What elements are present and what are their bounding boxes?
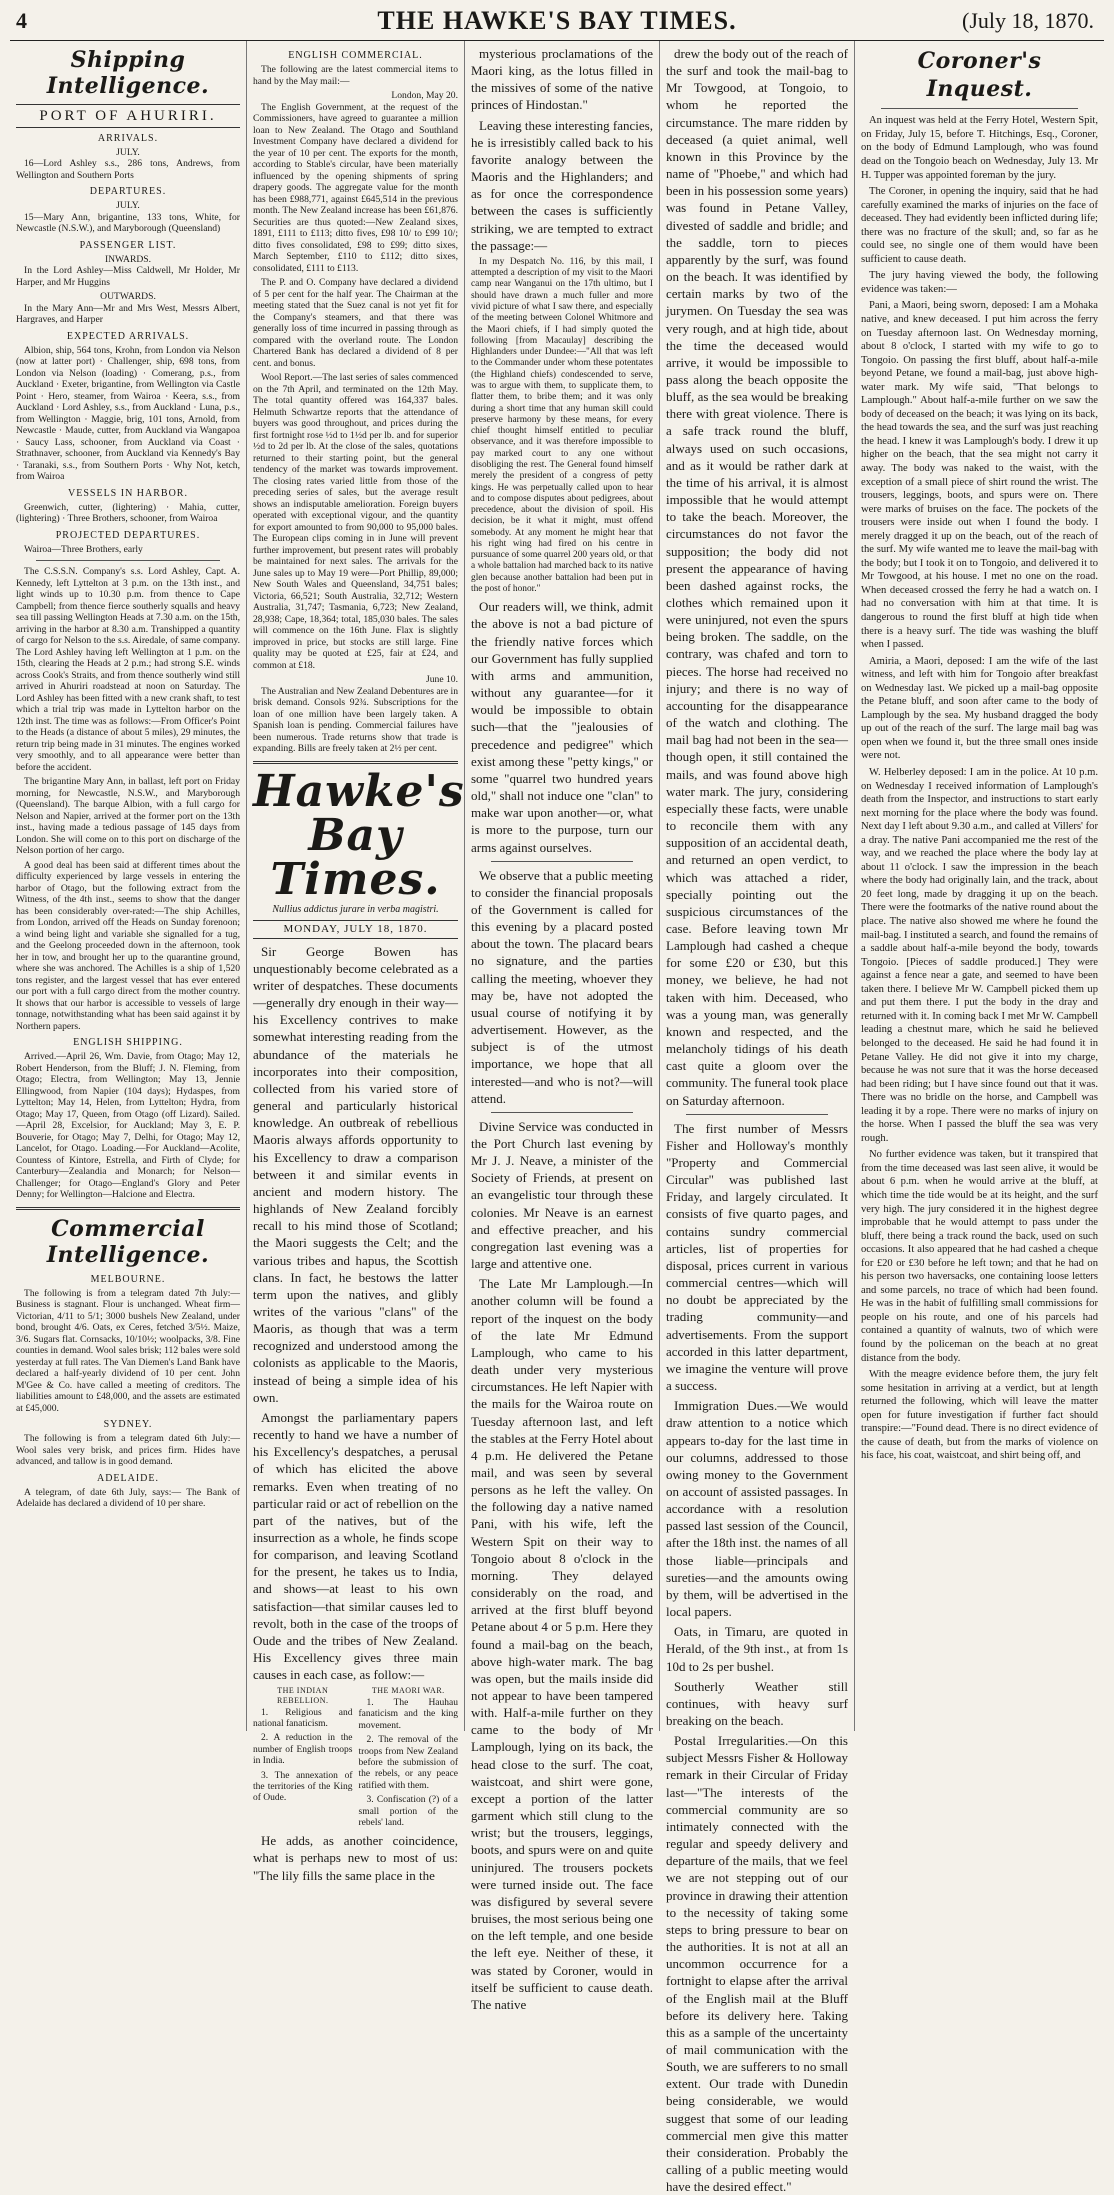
english-shipping-title: ENGLISH SHIPPING. [73,1037,183,1049]
causes-table [253,1686,458,1832]
causes-right-head: THE MAORI WAR. [371,1686,445,1696]
paper-date: MONDAY, JULY 18, 1870. [253,920,458,939]
sydney-title: SYDNEY. [103,1419,153,1431]
inquest-heading: Coroner's Inquest. [917,48,1042,103]
commercial-text-3: Wool Report.—The last series of sales commenced on the 7th April, and terminated on the 12th May. The total quantity offered was 164,337 bales. Helmuth Schwartze reports that the attendance of buyers was good throughout, and prices during the first fortnight rose ½d to 1½d per lb. and for superior ½d to 2d per lb. At the close of the sales, quotations returned to their starting point, but the general tendency of the market was towards improvement. The closing rates varied little from those of the preceding series of sales, but the average result shows an indisputable amelioration. Foreign buyers operated with exceptional vigour, and the quantity for export amounted to from 90,000 to 95,000 bales. The European clips coming in in June will prevent further improvement, but present rates will probably be maintained for next sales. The arrivals for the June sales up to May 19 were—Port Phillip, 89,000; New South Wales and Queensland, 34,751 bales; Victoria, 66,521; South Australia, 32,712; Western Australia, 31,747; Tasmania, 6,723; New Zealand, 28,938; Cape, 18,364; total, 185,030 bales. The sales will commence on the 16th June. Flax is slightly improved in price, but stocks are still large. Fine quality may be quoted at £25, fair at £24, and common at £18. [253,372,458,671]
english-shipping-text: Arrived.—April 26, Wm. Davie, from Otago; May 12, Robert Henderson, from the Bluff; J. N. Fleming, from Otago; Electra, from Wellington; May 13, Jennie Ellingwood, from Napier (104 days); Hydaspes, from Lyttelton; May 14, Helen, from Lyttelton; Hydra, from Otago; May 17, Queen, from Otago (off Lizard). Sailed.—April 28, Excelsior, for Auckland; May 3, E. P. Bouverie, for Otago; May 7, Delhi, for Otago; May 12, Lancelot, for Otago. Loading.—For Auckland—Acolite, Countess of Kintore, Estrella, and Firth of Clyde; for Canterbury—Zealandia and Monarch; for Nelson—Challenger; for Otago—England's Glory and Peter Denny; for Wellington—Halcione and Electra. [16,1051,240,1201]
shipping-report-3: A good deal has been said at different times about the difficulty experienced by large vessels in entering the harbor of Otago, but the following extract from the Witness, of the 4th inst., seems to show that the danger has been considerably over-rated:—The ship Achilles, from London, arrived off the Heads on Sunday forenoon; a wind being light and variable she signalled for a tug, and the Geelong proceeded down in the afternoon, took her in tow, and brought her up to the quarantine ground, where she was anchored. The Achilles is a ship of 1,520 tons register, and the largest vessel that has ever entered our port with a full cargo direct from the mother country. It shows that our harbor is accessible to vessels of large tonnage, notwithstanding what has been said against it by Northern papers. [16,859,240,1032]
causes-right-2: 2. The removal of the troops from New Zealand before the submission of the rebels, or any peace ratified with them. [358,1735,458,1791]
causes-left-2: 2. A reduction in the number of English troops in India. [253,1733,353,1767]
editorial-text-3: Our readers will, we think, admit the above is not a bad picture of the friendly native forces which our Government has fully supplied with arms and ammunition, without any guarantee—for it would be impossible to obtain such—that the "jealousies of precedence and pedigree" which exist among these "petty kings," or some "quarrel two hundred years old," shall not induce one "clan" to make war upon another—or, what is more to the purpose, turn our arms against ourselves. [471,599,653,855]
divider [491,1112,633,1113]
causes-left-1: 1. Religious and national fanaticism. [253,1707,353,1729]
english-commercial-title: ENGLISH COMMERCIAL. [288,50,423,61]
issue-date: (July 18, 1870. [962,8,1094,33]
column-commercial [247,41,465,1883]
expected-text: Albion, ship, 564 tons, Krohn, from London via Nelson (now at latter port) · Challenger, ship, 698 tons, from London via Nelson (loading) · Comerang, p.s., from Auckland · Exeter, brigantine, from Wellington via Castle Point · Hero, steamer, from Wairoa · Keera, s.s., from Auckland · Lord Ashley, s.s., from Auckland · Luna, p.s., from Wellington · Maggie, brig, 101 tons, Arnold, from Newcastle · Maude, cutter, from Auckland via Wangapoa · Saucy Lass, schooner, from Auckland via Coast · Strathnaver, schooner, from Auckland via Kennedy's Bay · Taranaki, s.s., from Southern Ports · Why Not, ketch, from Wairoa [16,344,240,483]
newspaper-title: THE HAWKE'S BAY TIMES. [377,6,737,35]
causes-left-3: 3. The annexation of the territories of the King of Oude. [253,1770,353,1804]
port-title: PORT OF AHURIRI. [16,104,240,128]
column-shipping [10,41,247,1731]
leader-paragraph-2: Amongst the parliamentary papers recently to hand we have a number of his Excellency's despatches, a perusal of which has elicited the above remarks. Even when treating of no particular raid or act of rebellion on the part of the natives, but of the insurrection as a whole, he finds scope for comparison, and leaving Scotland for the present, he takes us to India, and shows—at least to his own satisfaction—that similar causes led to revolt, both in the case of the troops of Oude and the tribes of New Zealand. His Excellency gives three main causes in each case, as follow:— [253,1409,458,1683]
circular-note: The first number of Messrs Fisher and Holloway's monthly "Property and Commercial Circular" was published last Friday, and largely circulated. It consists of five quarto pages, and contains sundry commercial articles, list of properties for disposal, prices current in various commercial centres—which will no doubt be appreciated by the trading community—and advertisements. From the support accorded in this latter department, we imagine the venture will prove a success. [666,1120,848,1394]
shipping-heading: Shipping Intelligence. [46,47,210,100]
masthead [10,6,1104,41]
inquest-text-7: No further evidence was taken, but it transpired that from the time deceased was last seen alive, it would be about 6 p.m. when he would arrive at the bluff, at which time the tide would be at its height, and the surf very high. The jury considered it in the highest degree improbable that he would attempt to pass under the bluff, there being a track round the back, used on such occasions. It also appeared that he had cashed a cheque for £20 or £30 before he left town; and that he had on his person two haversacks, one containing loose letters and some parcels, no trace of which had been found. He was in the habit of fulfilling small commissions for people on his route, and one of his parcels had contained a quantity of walnuts, two of which were found by the policeman on the beach at no great distance from the body. [861,1149,1098,1364]
harbor-title: VESSELS IN HARBOR. [68,487,188,499]
english-commercial-intro: The following are the latest commercial items to hand by the May mail:— [253,64,458,87]
editorial-text-2: Leaving these interesting fancies, he is irresistibly called back to his favorite analogy between the Maoris and the Highlanders; and as for once the correspondence between the cases is sufficiently striking, we are tempted to extract the passage:— [471,117,653,253]
inwards-title: INWARDS. [104,253,152,265]
expected-title: EXPECTED ARRIVALS. [66,330,190,342]
divine-service-note: Divine Service was conducted in the Port Church last evening by Mr J. J. Neave, a minister of the Society of Friends, at present on an evangelistic tour through these colonies. Mr Neave is an earnest and effective preacher, and his congregation last evening was a large and attentive one. [471,1118,653,1272]
projected-text: Wairoa—Three Brothers, early [24,543,143,555]
shipping-report-2: The brigantine Mary Ann, in ballast, left port on Friday morning, for Newcastle, N.S.W., and Maryborough (Queensland). The barque Albion, with a full cargo for Nelson and Napier, arrived at the former port on the 13th inst., having made a tedious passage of 145 days from London. She will come on to this port on discharge of the Nelson portion of her cargo. [16,776,240,857]
inquest-text-1: An inquest was held at the Ferry Hotel, Western Spit, on Friday, July 15, before T. Hitchings, Esq., Coroner, on the body of Edmund Lamplough, who was found dead on the Tongoio beach on Wednesday, July 13. Mr H. Tupper was appointed foreman by the jury. [861,115,1098,181]
outwards-title: OUTWARDS. [100,291,156,303]
shipping-report: The C.S.S.N. Company's s.s. Lord Ashley, Capt. A. Kennedy, left Lyttelton at 3 p.m. on the 13th inst., and light winds up to 10.30 p.m. from thence to Cape Campbell; from thence fierce southerly squalls and heavy sea till passing Wellington Heads at 7.30 a.m. on the 15th, arriving in the harbor at 8.30 a.m. Transhipped a quantity of cargo for Nelson to the s.s. Airedale, of same company. The Lord Ashley having left Wellington at 1 p.m. on the 15th, clearing the Heads at 2 p.m.; had strong S.E. winds across Cook's Straits, and from thence southerly wind still arrived in Ahuriri roadstead at noon on Saturday. The Lord Ashley has been fitted with a new crank shaft, to test which a trial trip was made in Lyttelton harbor on the 12th inst. The time was as follows:—From Officer's Point to the Heads (a distance of about 5 miles), 29 minutes, the return trip being made in 31 minutes. The engines worked very smoothly, and to all appearance were better than before the accident. [16,566,240,773]
public-meeting-note: We observe that a public meeting to consider the financial proposals of the Government is called for this evening by a placard posted about the town. The placard bears no signature, and the parties calling the meeting, whoever they may be, have not adopted the usual course of notifying it by advertisement. However, as the subject is of the utmost importance, we hope that all interested—and who is not?—will attend. [471,867,653,1106]
divider [491,861,633,862]
commercial-heading: Commercial Intelligence. [46,1215,210,1269]
divider [686,1114,828,1115]
arrivals-title: ARRIVALS. [97,132,159,144]
weather-note: Southerly Weather still continues, with heavy surf breaking on the beach. [666,1678,848,1728]
inquest-text-5: Amiria, a Maori, deposed: I am the wife of the last witness, and left with him for Tongoio after breakfast on Wednesday last. We picked up a mail-bag opposite the Petane bluff, and soon after came to the body of Lamplough by the sea. My husband dragged the body up out of the reach of the surf. The large mail bag was open when we found it, but the three small ones inside were not. [861,655,1098,762]
divider [253,761,458,764]
leader-continuation: He adds, as another coincidence, what is perhaps new to most of us: "The lily fills the same place in the [253,1833,458,1883]
column-editorial [465,41,660,2012]
paper-motto: Nullius addictus jurare in verba magistri. [272,903,439,915]
commercial-text-2: The P. and O. Company have declared a dividend of 5 per cent for the half year. The Chairman at the meeting stated that the Suez canal is not yet fit for the Company's steamers, and that there was generally loss of time incurred in passing through as compared with the overland route. The London Chartered Bank has declared a dividend of 8 per cent. and bonus. [253,277,458,369]
departures-month: JULY. [116,200,140,212]
melbourne-title: MELBOURNE. [90,1273,166,1285]
inwards-text: In the Lord Ashley—Miss Caldwell, Mr Holder, Mr Harper, and Mr Huggins [16,265,240,288]
divider [36,560,220,561]
outwards-text: In the Mary Ann—Mr and Mrs West, Messrs Albert, Hargraves, and Harper [16,302,240,326]
dateline: London, May 20. [391,90,458,101]
leader-paragraph-1: Sir George Bowen has unquestionably become celebrated as a writer of despatches. These documents—generally dry enough in their way—his Excellency contrives to make somewhat interesting reading from the abundance of the materials he incorporates into their composition, collected from his varied store of general and particularly historical knowledge. An outbreak of rebellious Maoris always affords opportunity to his Excellency to draw a comparison between it and similar events in ancient and modern history. The highlands of New Zealand forcibly recall to his mind those of Scotland; the Maori suggests the Celt; and the various tribes and hapus, the Scottish clans. In fact, he bestows the latter term upon the natives, and glibly writes of the various "clans" of the Maoris, as though that was a term recognized and understood among the colonists as applicable to the Maoris, instead of being a simple idea of his own. [253,943,458,1405]
local-text-1: drew the body out of the reach of the surf and took the mail-bag to Mr Towgood, at Tongoio, to whom he reported the circumstance. The mare ridden by deceased (a quiet animal, well known in this Province by the name of "Phoebe," and which had been in his possession some years) was found in Petane Valley, divested of saddle and bridle; and the saddle, torn to pieces apparently by the surf, was found on the beach. It was identified by certain marks by two of the jurymen. On Tuesday the sea was very rough, and at high tide, about the time the deceased would arrive, it would be impossible to pass along the beach opposite the bluff, as the sea would be breaking there with great violence. There is a safe track round the bluff, always used on such occasions, and as it would be rather dark at the time of his arrival, it is almost impossible that he would attempt to take the beach. Moreover, the circumstances do not favor the supposition; the body did not present the appearance of having been dashed against rocks, the clothes which remained upon it were uninjured, not even the spurs being broken. The saddle, on the contrary, was chafed and torn to pieces. The horse had received no injury; and there is no way of accounting for the disappearance of the watch and clothing. The mail bag had not been in the sea—though open, it still contained the mails, and was found above high water mark. The jury, considering especially these facts, were unable to reconcile them with any supposition of an accidental death, and returned an open verdict, to which was attached a rider, specially pointing out the suspicious circumstances of the case. Before leaving town Mr Lamplough had cashed a cheque for some £20 or £30, but this money, we believe, he had not taken with him. Deceased, who was a young man, was generally known and respected, and the melancholy tidings of his death cast quite a gloom over the community. The funeral took place on Saturday afternoon. [666,46,848,1108]
divider [881,108,1078,109]
harbor-text: Greenwich, cutter, (lightering) · Mahia, cutter, (lightering) · Three Brothers, schooner, from Wairoa [16,501,240,525]
melbourne-text: The following is from a telegram dated 7th July:— Business is stagnant. Flour is unchanged. Wheat firm—Victorian, 4/11 to 5/1; 3000 bushels New Zealand, under bond, brought 4/6. Oats, ex Ceres, fetched 3/5½. Maize, 3/6. Sugars flat. Cornsacks, 10/10½; woolpacks, 3/8. Fine counties in demand. Wool sales brisk; 112 bales were sold yesterday at full rates. The Van Diemen's Land Bank have declared a half-yearly dividend of 10 per cent. John M'Gee & Co. have called a meeting of creditors. The liabilities amount to £48,000, and the assets are estimated at £45,000. [16,1287,240,1414]
commercial-text-4: The Australian and New Zealand Debentures are in brisk demand. Consols 92¾. Subscriptions for the loan of one million have been largely taken. A Spanish loan is pending. Commercial failures have been numerous. Trade returns show that trade is expanding. Bills are freely taken at 2½ per cent. [253,685,458,754]
departures-title: DEPARTURES. [89,186,167,198]
arrivals-text: 16—Lord Ashley s.s., 286 tons, Andrews, from Wellington and Southern Ports [16,158,240,181]
page-number: 4 [16,8,27,33]
column-inquest [855,41,1104,1731]
oats-note: Oats, in Timaru, are quoted in Herald, of the 9th inst., at from 1s 10d to 2s per bushel. [666,1624,848,1674]
arrivals-month: JULY. [116,146,140,158]
macaulay-quote: In my Despatch No. 116, by this mail, I attempted a description of my visit to the Maori camp near Wanganui on the 17th ultimo, but I should have drawn a much fuller and more vivid picture of what I saw there, and especially of the meeting between Colonel Whitmore and the Maori chiefs, if I had simply quoted the following [from Macaulay] describing the Highlanders under Dundee:—"All that was left to the Commander under whom these potentates (the Highland chiefs) condescended to serve, was to argue with them, to supplicate them, to flatter them, to bribe them; and it was only during a short time that any human skill could preserve harmony by these means, for every chief thought himself entitled to peculiar observance, and it was therefore impossible to pay marked court to any one without disobliging the rest. The General found himself merely the president of a congress of petty kings. He was perpetually called upon to hear and to compose disputes about pedigrees, about precedence, about the division of spoil. His decision, be it what it might, must offend somebody. At any moment he might hear that his right wing had fired on his centre in pursuance of some quarrel 200 years old, or that a whole battalion had marched back to its native glen because another battalion had been put in the post of honor." [471,256,653,595]
adelaide-text: A telegram, of date 6th July, says:— The Bank of Adelaide has declared a dividend of 10 per share. [16,1486,240,1510]
inquest-text-6: W. Helberley deposed: I am in the police. At 10 p.m. on Wednesday I received information of Lamplough's death from the Inspector, and instructions to start early next morning for the place where the body was found. Next day I left about 9.30 a.m., and called at Villers' for a dray. The native Pani accompanied me the rest of the way, and we reached the place where the body lay at about 11 o'clock. I saw the impression in the beach where the body had originally lain, and the track, about 20 feet long, made by dragging it up on the beach. There were the footmarks of the native round about the place. The native also showed me where he found the mail-bag. I instituted a search, and found the remains of a saddle about half-a-mile beyond the body, towards Tongoio. [Pieces of saddle produced.] They were against a fence near a gate, and seemed to have been taken there. I believe Mr W. Campbell picked them up and put them there. I put the body in the dray and returned with it. In coming back I met Mr W. Campbell leading a chestnut mare, which he said he believed belonged to the deceased. He said he had found it in Petane Valley. He did not give it into my charge, because he was not sure that it was the horse deceased had been riding; but I have since found out that it was. There was no bridle on the horse, and Campbell was leading it by a rope. There were no marks of injury on the horse. When I passed the bluff the sea was very rough. [861,767,1098,1144]
inquest-text-2: The Coroner, in opening the inquiry, said that he had carefully examined the marks of injuries on the face of deceased. They had evidently been inflicted during life; there was no fracture of the skull; and, so far as he could see, no single one of them would have been sufficient to cause death. [861,186,1098,265]
divider [16,1207,240,1210]
inquest-text-8: With the meagre evidence before them, the jury felt some hesitation in arriving at a verdict, but at length returned the following, which will leave the matter open for future investigation if further fact should transpire:—"Found dead. There is no direct evidence of the cause of death, but from the marks of violence on his face, his coat, waistcoat, and shirt being off, and [861,1369,1098,1462]
column-local-news [660,41,855,2195]
departures-text: 15—Mary Ann, brigantine, 133 tons, White, for Newcastle (N.S.W.), and Maryborough (Queensland) [16,211,240,235]
projected-title: PROJECTED DEPARTURES. [55,529,201,541]
dateline-2: June 10. [426,674,458,685]
causes-left-head: THE INDIAN REBELLION. [277,1686,329,1705]
inquest-text-4: Pani, a Maori, being sworn, deposed: I am a Mohaka native, and knew deceased. I put him across the ferry on Tuesday afternoon last. On Wednesday morning, about 8 o'clock, I started with my wife to go to Tongoio. On passing the first bluff, about half-a-mile beyond Petane, we found a mail-bag, just above high-water mark. My wife said, "That belongs to Lamplough." About half-a-mile further on we saw the body of deceased on the beach; it was lying on its back, the head towards the sea, and the surf was just reaching the head. I knew it was Lamplough's body. I drew it up higher on the beach, that the sea might not carry it away. The body was naked to the waist, with the exception of a small piece of shirt round the wrist. The trousers, leggings, boots, and spurs were on. There were marks of bruises on the face. The pockets of the trousers were inside out when I found the body. I merely dragged it up on the beach, out of the reach of the surf. My wife wanted me to leave the mail-bag with the body; but I took it on to Tongoio, and delivered it to Mr Towgood, at his house. I met no one on the road. When deceased crossed the ferry he had a watch on. I had no conversation with him at that time. It is dangerous to round the first bluff at high tide when there is a heavy surf. The tide was washing the bluff when I passed. [861,300,1098,651]
immigration-note: Immigration Dues.—We would draw attention to a notice which appears to-day for the last time in our columns, addressed to those owing money to the Government on account of assisted passages. In accordance with a resolution passed last session of the Council, after the 18th inst. the names of all those liable—principals and sureties—and the amounts owing by them, will be advertised in the local papers. [666,1398,848,1620]
adelaide-title: ADELAIDE. [96,1472,160,1484]
causes-right-1: 1. The Hauhau fanaticism and the king movement. [358,1698,458,1731]
paper-title: Hawke's Bay Times. [253,765,465,905]
causes-right-3: 3. Confiscation (?) of a small portion of the rebels' land. [358,1795,458,1828]
inquest-text-3: The jury having viewed the body, the following evidence was taken:— [861,270,1098,295]
columns [10,41,1104,2195]
postal-note: Postal Irregularities.—On this subject Messrs Fisher & Holloway remark in their Circular of Friday last—"The interests of the commercial community are so intimately connected with the regular and speedy delivery and departure of the mails, that we feel we are not stepping out of our province in drawing their attention to the necessity of taking some steps to bring pressure to bear on the authorities. It is not at all an uncommon occurrence for a fortnight to elapse after the arrival of the English mail at the Bluff before its delivery here. Taking this as a sample of the uncertainty of mail communication with the South, we are sufferers to no small extent. Our trade with Dunedin being considerable, we would suggest that some of our leading commercial men give this matter their consideration. Probably the calling of a public meeting would have the desired effect." [666,1733,848,2195]
lamplough-note: The Late Mr Lamplough.—In another column will be found a report of the inquest on the body of the late Mr Edmund Lamplough, who came to his death under very mysterious circumstances. He left Napier with the mails for the Wairoa route on Tuesday afternoon last, and left the stables at the Ferry Hotel about 4 p.m. He delivered the Petane mail, and was seen by several persons as he left the valley. On the following day a native named Pani, with his wife, left the Western Spit on their way to Tongoio about 8 o'clock in the morning. They delayed considerably on the road, and arrived at the first bluff beyond Petane about 4 or 5 p.m. Here they found a mail-bag on the beach, above high-water mark. The bag was open, but the mails inside did not appear to have been tampered with. Half-a-mile further on they came to the body of Mr Lamplough, lying on its back, the head close to the surf. The coat, waistcoat, and shirt were gone, except a portion of the latter garment which still clung to the wrist; but the trousers, leggings, boots, and spurs were on and quite uninjured. The trousers pockets were turned inside out. The face was disfigured by several severe bruises, the most serious being one on the left temple, and one beside the left eye. Neither of these, it was stated by Coroner, would in itself be sufficient to cause death. The native [471,1276,653,2012]
commercial-text-1: The English Government, at the request of the Commissioners, have agreed to guarantee a million loan to New Zealand. The Otago and Southland Investment Company have declared a dividend for the year of 10 per cent. The exports for the month, according to Stable's circular, have been materially influenced by the opening shipments of spring drapery goods. The aggregate value for the month has been £988,771, against £645,514 in the previous month. The New Zealand increase has been £61,876. Securities are thus quoted:—New Zealand sixes, 1891, £111 to £113; ditto fives, £98 10/ to £99 10/; ditto fives consolidated, £98 to £99; ditto sixes, March September, £110 to £112; ditto sixes, consolidated, £111 to £113. [253,101,458,274]
sydney-text: The following is from a telegram dated 6th July:— Wool sales very brisk, and prices firm. Hides have advanced, and tallow is in good demand. [16,1433,240,1468]
passenger-title: PASSENGER LIST. [79,239,177,251]
editorial-text-1: mysterious proclamations of the Maori king, as the lotus filled in the missives of some of the native princes of Hindostan." [471,46,653,113]
